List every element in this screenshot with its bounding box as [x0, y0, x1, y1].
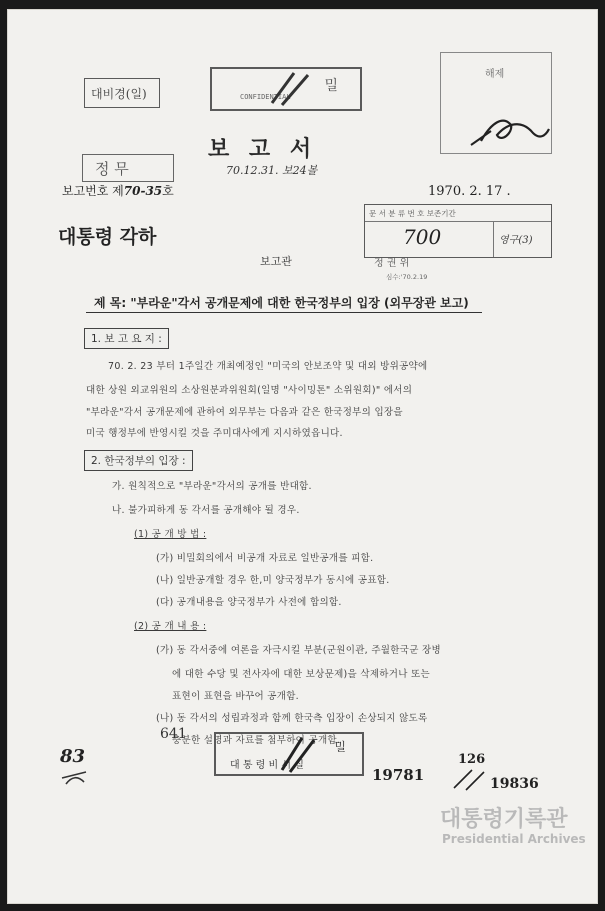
- section2-heading: 2. 한국정부의 입장 :: [84, 450, 193, 471]
- reporter-name: 정 권 위: [374, 258, 410, 269]
- report-number-label: 보고번호 제: [62, 184, 124, 198]
- retention-period: 영구(3): [499, 235, 533, 246]
- archive-watermark-english: Presidential Archives: [442, 832, 586, 846]
- subject-underline: [86, 312, 482, 313]
- footer-slash-icon: [450, 768, 490, 792]
- method-heading: (1) 공 개 방 법 :: [134, 529, 207, 540]
- subject-line: [94, 294, 469, 311]
- content-item-2: (나) 동 각서의 성립과정과 함께 한국측 입장이 손상되지 않도록: [156, 713, 428, 724]
- method-item-3: (다) 공개내용을 양국정부가 사전에 합의함.: [156, 597, 342, 608]
- classification-stamp-left: [84, 78, 160, 108]
- stamp-left-text: 대비경(일): [91, 87, 147, 101]
- strike-mark-icon: [212, 69, 360, 109]
- left-margin-mark: 83: [60, 746, 86, 767]
- section1-line-2: 대한 상원 외교위원의 소상원분과위원회(일명 "사이밍톤" 소위원회)" 에서의: [86, 385, 413, 396]
- method-item-2: (나) 일반공개할 경우 한,미 양국정부가 동시에 공표함.: [156, 575, 390, 586]
- secretariat-stamp-label: 대 통 령 비 서 실: [230, 760, 304, 771]
- content-item-1-cont: 에 대한 수당 및 전사자에 대한 보상문제)을 삭제하거나 또는: [172, 669, 431, 680]
- subject-label: 제 목:: [94, 296, 127, 310]
- classification-number: 700: [403, 225, 442, 249]
- report-number-value: 70-35: [123, 184, 163, 198]
- footer-number-3: 19836: [490, 776, 539, 792]
- section1-line-4: 미국 행정부에 반영시킬 것을 주미대사에게 지시하였읍니다.: [86, 428, 343, 439]
- report-date: 1970. 2. 17 .: [428, 184, 511, 199]
- content-item-1-cont2: 표현이 표현을 바꾸어 공개함.: [172, 691, 300, 702]
- reporter-label: 보고관: [260, 255, 292, 268]
- secretariat-stamp-top: 밀: [334, 740, 346, 754]
- jeongmu-stamp: [82, 154, 174, 182]
- section1-line-3: "부라운"각서 공개문제에 관하여 외무부는 다음과 같은 한국정부의 입장을: [86, 407, 403, 418]
- report-number: [62, 182, 174, 199]
- jeongmu-text: 정 무: [95, 160, 129, 178]
- section1-heading: 1. 보 고 요 지 :: [84, 328, 169, 349]
- section2-item-na: 나. 불가피하게 동 각서를 공개해야 될 경우.: [112, 505, 300, 516]
- content-item-2-cont: 충분한 설명과 자료를 첨부하여 공개함.: [172, 735, 341, 746]
- document-page: [8, 10, 597, 903]
- archive-watermark-korean: 대통령기록관: [440, 807, 568, 832]
- secretariat-strike-icon: [216, 734, 362, 774]
- section1-line-1: 70. 2. 23 부터 1주일간 개최예정인 "미국의 안보조약 및 대외 방위공약에: [108, 361, 428, 372]
- classification-box: [364, 204, 552, 258]
- reporter-date: 심수:'70.2.19: [386, 273, 428, 281]
- stamp-right-text: 해제: [485, 69, 505, 80]
- report-number-suffix: 호: [162, 184, 174, 198]
- footer-number-2: 126: [458, 752, 486, 767]
- stamp-center-label: 밀: [324, 78, 338, 94]
- document-title: 보 고 서: [208, 136, 318, 162]
- footer-number-1: 19781: [372, 766, 425, 784]
- method-item-1: (가) 비밀회의에서 비공개 자료로 일반공개를 피함.: [156, 553, 374, 564]
- declassified-stamp: [440, 52, 552, 154]
- classification-box-header: 문 서 분 류 번 호 보존기간: [369, 209, 456, 218]
- secretariat-stamp: [214, 732, 364, 776]
- stamp-center-sub: CONFIDENTIAL: [240, 93, 291, 101]
- confidential-stamp: [210, 67, 362, 111]
- addressee: 대통령 각하: [58, 226, 157, 248]
- section2-item-ga: 가. 원칙적으로 "부라운"각서의 공개를 반대함.: [112, 481, 312, 492]
- signature-icon: [441, 53, 551, 153]
- subject-text: "부라운"각서 공개문제에 대한 한국정부의 입장 (외무장관 보고): [130, 296, 469, 310]
- left-margin-scribble-icon: [60, 766, 90, 786]
- page-number: 641: [160, 726, 187, 742]
- handwritten-date: 70.12.31. 보24볼: [226, 164, 318, 177]
- content-heading: (2) 공 개 내 용 :: [134, 621, 207, 632]
- content-item-1: (가) 동 각서중에 여론을 자극시킬 부분(군원이관, 주월한국군 장병: [156, 645, 441, 656]
